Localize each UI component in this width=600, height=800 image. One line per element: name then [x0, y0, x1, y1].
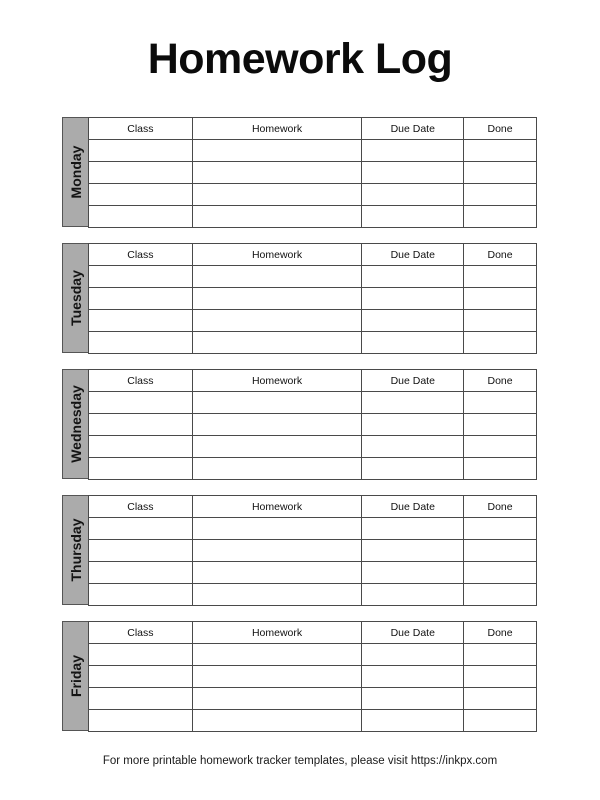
table-row: [89, 644, 537, 666]
column-header-class: Class: [89, 244, 193, 266]
homework-table: [88, 117, 537, 228]
cell-due-date[interactable]: [362, 162, 464, 184]
cell-done[interactable]: [464, 540, 537, 562]
cell-due-date[interactable]: [362, 266, 464, 288]
cell-homework[interactable]: [192, 414, 362, 436]
cell-done[interactable]: [464, 644, 537, 666]
cell-done[interactable]: [464, 310, 537, 332]
column-header-class: Class: [89, 370, 193, 392]
cell-due-date[interactable]: [362, 436, 464, 458]
day-label-wednesday: [62, 369, 88, 479]
cell-due-date[interactable]: [362, 414, 464, 436]
column-header-class: Class: [89, 496, 193, 518]
cell-homework[interactable]: [192, 644, 362, 666]
day-label-text: Friday: [67, 654, 84, 698]
table-row: [89, 332, 537, 354]
table-row: [89, 206, 537, 228]
day-label-text: Monday: [67, 145, 84, 199]
cell-due-date[interactable]: [362, 644, 464, 666]
cell-class[interactable]: [89, 332, 193, 354]
cell-due-date[interactable]: [362, 392, 464, 414]
column-header-done: Done: [464, 622, 537, 644]
column-header-class: Class: [89, 118, 193, 140]
cell-class[interactable]: [89, 392, 193, 414]
cell-class[interactable]: [89, 288, 193, 310]
table-row: [89, 518, 537, 540]
table-row: [89, 310, 537, 332]
cell-homework[interactable]: [192, 666, 362, 688]
cell-homework[interactable]: [192, 436, 362, 458]
day-label-thursday: [62, 495, 88, 605]
cell-class[interactable]: [89, 458, 193, 480]
table-header-row: [89, 496, 537, 518]
cell-homework[interactable]: [192, 266, 362, 288]
column-header-done: Done: [464, 244, 537, 266]
table-header-row: [89, 370, 537, 392]
cell-class[interactable]: [89, 688, 193, 710]
column-header-homework: Homework: [192, 370, 362, 392]
cell-homework[interactable]: [192, 288, 362, 310]
column-header-homework: Homework: [192, 496, 362, 518]
cell-done[interactable]: [464, 436, 537, 458]
cell-done[interactable]: [464, 332, 537, 354]
column-header-done: Done: [464, 370, 537, 392]
table-row: [89, 562, 537, 584]
cell-homework[interactable]: [192, 688, 362, 710]
cell-due-date[interactable]: [362, 140, 464, 162]
day-block: [62, 369, 537, 479]
table-row: [89, 540, 537, 562]
cell-due-date[interactable]: [362, 206, 464, 228]
cell-due-date[interactable]: [362, 666, 464, 688]
table-row: [89, 414, 537, 436]
day-block: [62, 621, 537, 731]
table-row: [89, 710, 537, 732]
cell-done[interactable]: [464, 666, 537, 688]
column-header-due-date: Due Date: [362, 118, 464, 140]
cell-due-date[interactable]: [362, 310, 464, 332]
cell-homework[interactable]: [192, 562, 362, 584]
day-block: [62, 495, 537, 605]
cell-homework[interactable]: [192, 710, 362, 732]
cell-done[interactable]: [464, 688, 537, 710]
cell-class[interactable]: [89, 206, 193, 228]
table-row: [89, 392, 537, 414]
cell-class[interactable]: [89, 518, 193, 540]
homework-table: [88, 495, 537, 606]
cell-homework[interactable]: [192, 458, 362, 480]
column-header-homework: Homework: [192, 118, 362, 140]
table-header-row: [89, 118, 537, 140]
table-row: [89, 436, 537, 458]
table-row: [89, 666, 537, 688]
cell-due-date[interactable]: [362, 332, 464, 354]
homework-table: [88, 369, 537, 480]
cell-done[interactable]: [464, 584, 537, 606]
cell-class[interactable]: [89, 266, 193, 288]
cell-class[interactable]: [89, 562, 193, 584]
cell-homework[interactable]: [192, 540, 362, 562]
day-label-text: Thursday: [67, 518, 84, 582]
day-block: [62, 117, 537, 227]
table-row: [89, 288, 537, 310]
cell-class[interactable]: [89, 644, 193, 666]
column-header-due-date: Due Date: [362, 496, 464, 518]
cell-class[interactable]: [89, 310, 193, 332]
table-row: [89, 184, 537, 206]
cell-class[interactable]: [89, 436, 193, 458]
cell-done[interactable]: [464, 266, 537, 288]
cell-due-date[interactable]: [362, 518, 464, 540]
column-header-done: Done: [464, 118, 537, 140]
page-title: Homework Log: [147, 35, 453, 83]
footer-note: For more printable homework tracker templates, please visit https://inkpx.com: [102, 755, 498, 767]
cell-done[interactable]: [464, 562, 537, 584]
homework-table: [88, 621, 537, 732]
column-header-homework: Homework: [192, 622, 362, 644]
day-label-text: Tuesday: [67, 270, 84, 326]
cell-due-date[interactable]: [362, 184, 464, 206]
table-header-row: [89, 244, 537, 266]
cell-homework[interactable]: [192, 310, 362, 332]
table-row: [89, 688, 537, 710]
cell-class[interactable]: [89, 666, 193, 688]
day-block: [62, 243, 537, 353]
cell-done[interactable]: [464, 458, 537, 480]
column-header-due-date: Due Date: [362, 244, 464, 266]
cell-due-date[interactable]: [362, 540, 464, 562]
cell-homework[interactable]: [192, 140, 362, 162]
table-row: [89, 584, 537, 606]
cell-homework[interactable]: [192, 206, 362, 228]
cell-due-date[interactable]: [362, 562, 464, 584]
cell-due-date[interactable]: [362, 584, 464, 606]
cell-due-date[interactable]: [362, 710, 464, 732]
table-row: [89, 458, 537, 480]
table-row: [89, 140, 537, 162]
cell-class[interactable]: [89, 140, 193, 162]
cell-done[interactable]: [464, 392, 537, 414]
cell-done[interactable]: [464, 184, 537, 206]
day-label-monday: [62, 117, 88, 227]
cell-due-date[interactable]: [362, 688, 464, 710]
cell-done[interactable]: [464, 162, 537, 184]
cell-homework[interactable]: [192, 184, 362, 206]
cell-done[interactable]: [464, 288, 537, 310]
cell-done[interactable]: [464, 206, 537, 228]
cell-homework[interactable]: [192, 162, 362, 184]
cell-homework[interactable]: [192, 518, 362, 540]
column-header-due-date: Due Date: [362, 622, 464, 644]
cell-class[interactable]: [89, 162, 193, 184]
column-header-homework: Homework: [192, 244, 362, 266]
column-header-class: Class: [89, 622, 193, 644]
cell-done[interactable]: [464, 518, 537, 540]
cell-done[interactable]: [464, 414, 537, 436]
cell-homework[interactable]: [192, 332, 362, 354]
cell-due-date[interactable]: [362, 288, 464, 310]
table-row: [89, 266, 537, 288]
cell-class[interactable]: [89, 184, 193, 206]
day-label-text: Wednesday: [67, 385, 84, 463]
homework-table: [88, 243, 537, 354]
cell-done[interactable]: [464, 140, 537, 162]
day-label-friday: [62, 621, 88, 731]
cell-done[interactable]: [464, 710, 537, 732]
table-header-row: [89, 622, 537, 644]
cell-homework[interactable]: [192, 584, 362, 606]
cell-class[interactable]: [89, 584, 193, 606]
table-row: [89, 162, 537, 184]
cell-class[interactable]: [89, 540, 193, 562]
column-header-done: Done: [464, 496, 537, 518]
day-label-tuesday: [62, 243, 88, 353]
cell-class[interactable]: [89, 710, 193, 732]
cell-class[interactable]: [89, 414, 193, 436]
column-header-due-date: Due Date: [362, 370, 464, 392]
cell-homework[interactable]: [192, 392, 362, 414]
cell-due-date[interactable]: [362, 458, 464, 480]
